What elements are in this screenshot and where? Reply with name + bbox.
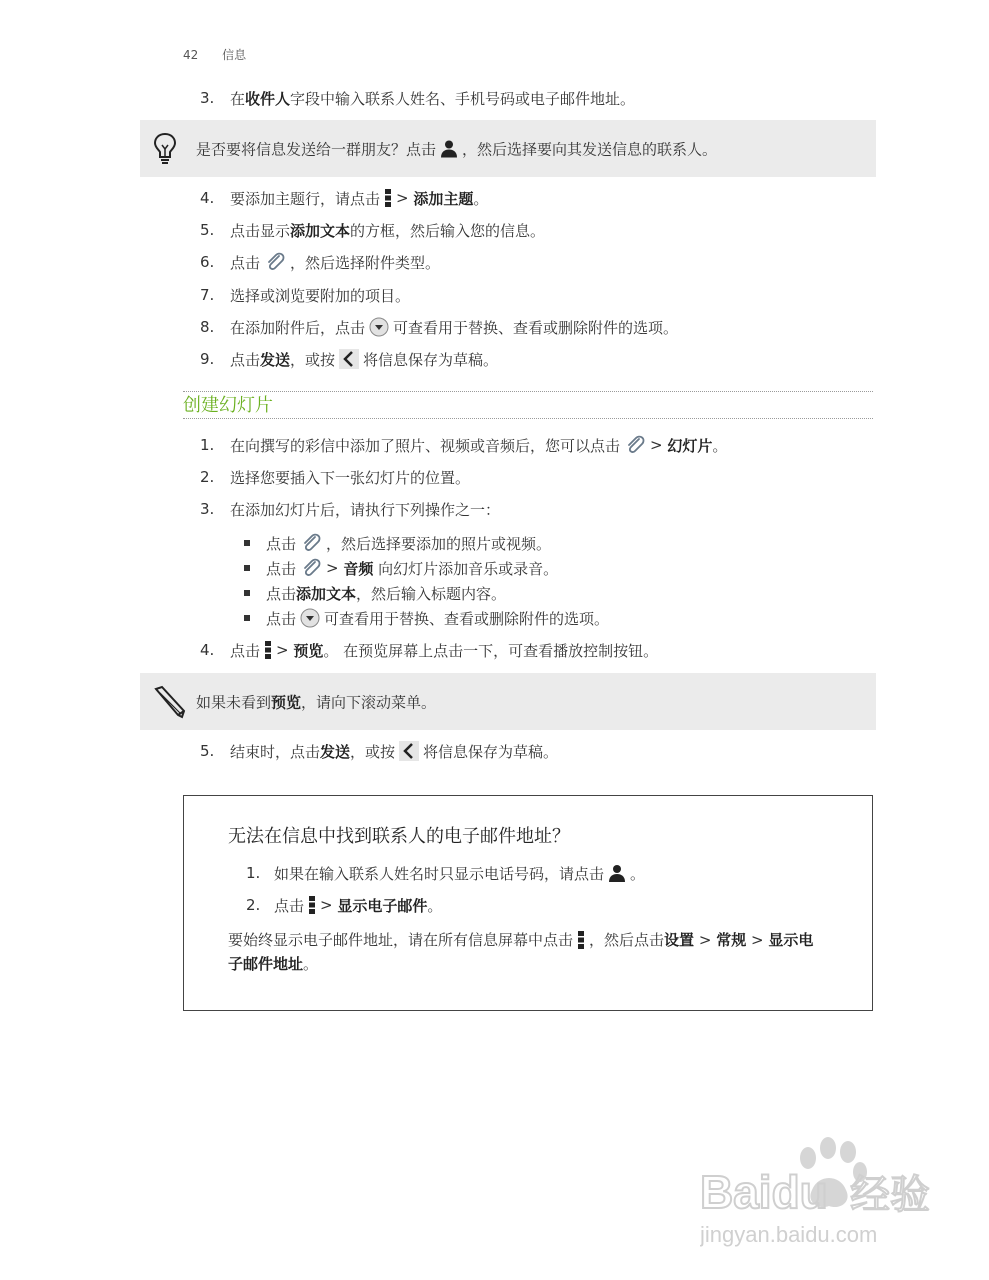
- paperclip-icon: [300, 532, 322, 554]
- box-note: [228, 928, 858, 976]
- menu-icon: [308, 895, 316, 915]
- box-note-line: 子邮件地址 。: [228, 955, 319, 973]
- paperclip-icon: [300, 557, 322, 579]
- person-icon: [608, 864, 626, 882]
- bullet-dot: [244, 540, 250, 546]
- chapter-title: 信息: [222, 48, 247, 62]
- step-9: 9. 点击 发送 ，或按 将信息保存为草稿。: [200, 350, 499, 369]
- slides-step-5: 5. 结束时，点击 发送 ，或按 将信息保存为草稿。: [200, 742, 559, 761]
- tip-text: 是否要将信息发送给一群朋友？点击 ，然后选择要向其发送信息的联系人。: [196, 140, 718, 158]
- watermark-url: jingyan.baidu.com: [700, 1222, 878, 1247]
- box-step-1: 1. 如果在输入联系人姓名时只显示电话号码，请点击 。: [246, 864, 646, 883]
- bullet-dot: [244, 615, 250, 621]
- note-bar: [140, 673, 876, 730]
- slides-step-4: 4. 点击 > 预览 。 在预览屏幕上点击一下，可查看播放控制按钮。: [200, 641, 659, 660]
- step-4: 4. 要添加主题行，请点击 > 添加主题 。: [200, 189, 489, 208]
- note-text: 如果未看到 预览 ，请向下滚动菜单。: [196, 693, 437, 711]
- bullet-item: 点击 添加文本 ，然后输入标题内容。: [244, 582, 506, 604]
- baidu-watermark: [700, 1130, 940, 1260]
- watermark-brand: Baidu: [700, 1166, 828, 1218]
- pencil-icon: [152, 685, 186, 719]
- watermark-cn: 经验: [850, 1172, 930, 1218]
- step-7: 7. 选择或浏览要附加的项目。: [200, 286, 411, 305]
- person-icon: [440, 140, 458, 158]
- slides-step-3: 3. 在添加幻灯片后，请执行下列操作之一：: [200, 500, 501, 519]
- back-arrow-icon: [339, 349, 359, 369]
- paperclip-icon: [624, 434, 646, 456]
- menu-icon: [384, 188, 392, 208]
- step-8: 8. 在添加附件后，点击 可查看用于替换、查看或删除附件的选项。: [200, 318, 679, 337]
- bullet-item: 点击 可查看用于替换、查看或删除附件的选项。: [244, 607, 609, 629]
- dropdown-circle-icon: [369, 317, 389, 337]
- slides-step-2: 2. 选择您要插入下一张幻灯片的位置。: [200, 468, 471, 487]
- lightbulb-icon: [152, 131, 178, 167]
- bullet-item: 点击 > 音频 向幻灯片添加音乐或录音。: [244, 557, 558, 579]
- menu-icon: [264, 640, 272, 660]
- box-note-line: 要始终显示电子邮件地址，请在所有信息屏幕中点击 ，然后点击 设置 > 常规 > 显示电: [228, 931, 814, 949]
- box-title: 无法在信息中找到联系人的电子邮件地址？: [228, 826, 570, 847]
- slides-step-1: 1. 在向撰写的彩信中添加了照片、视频或音频后，您可以点击 > 幻灯片 。: [200, 436, 728, 455]
- bullet-dot: [244, 590, 250, 596]
- section-title: 创建幻灯片: [183, 391, 873, 419]
- page-header: [183, 46, 266, 63]
- troubleshoot-box: [183, 795, 873, 1011]
- page-number: 42: [183, 48, 199, 62]
- box-step-2: 2. 点击 > 显示电子邮件 。: [246, 896, 443, 915]
- bullet-dot: [244, 565, 250, 571]
- back-arrow-icon: [399, 741, 419, 761]
- dropdown-circle-icon: [300, 608, 320, 628]
- step-6: 6. 点击 ，然后选择附件类型。: [200, 253, 441, 272]
- step-3: 3. 在 收件人 字段中输入联系人姓名、手机号码或电子邮件地址。: [200, 89, 636, 108]
- tip-bar: [140, 120, 876, 177]
- paperclip-icon: [264, 251, 286, 273]
- menu-icon: [577, 930, 585, 950]
- bullet-item: 点击 ，然后选择要添加的照片或视频。: [244, 532, 551, 554]
- step-5: 5. 点击显示 添加文本 的方框，然后输入您的信息。: [200, 221, 546, 240]
